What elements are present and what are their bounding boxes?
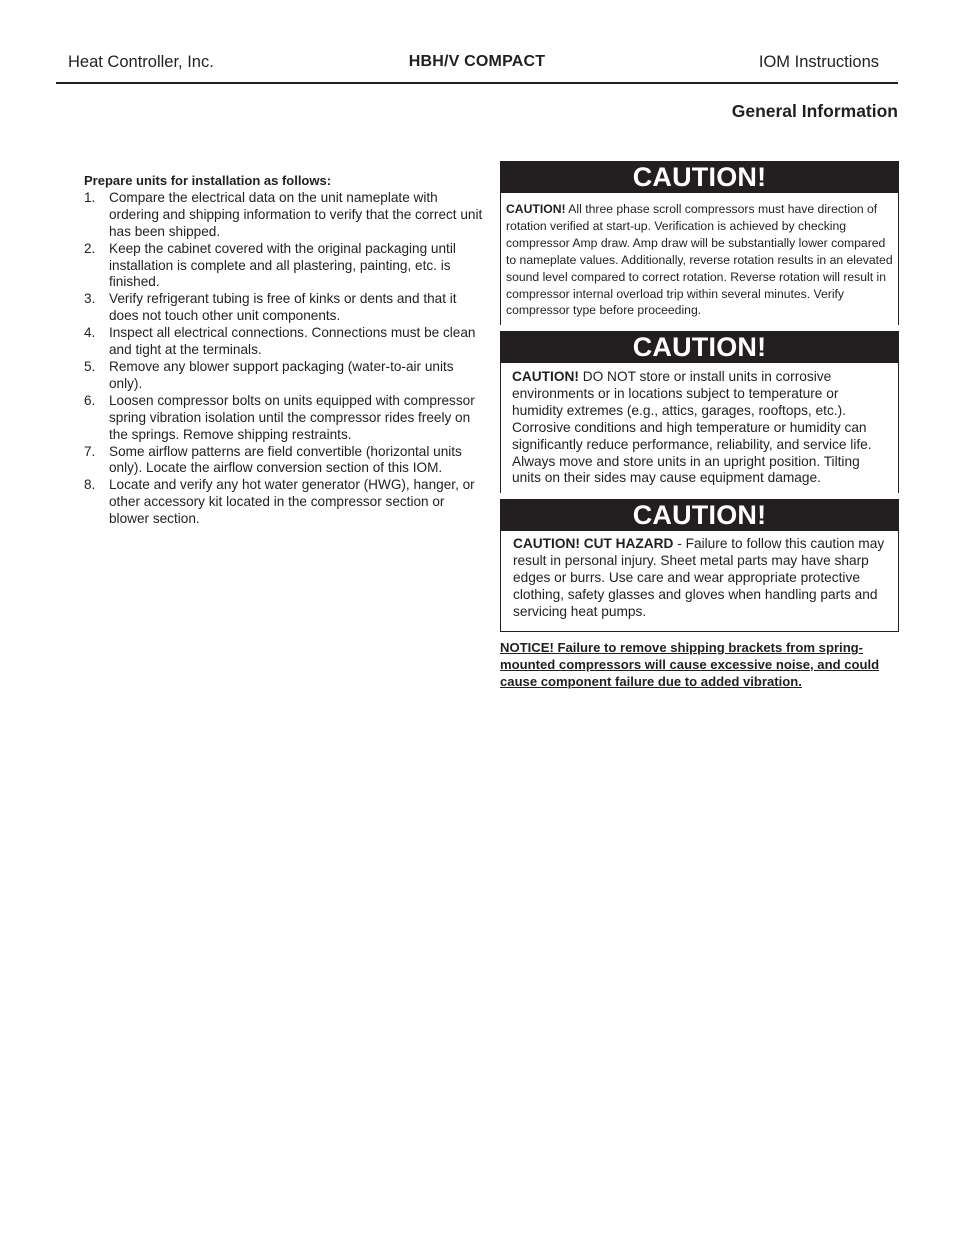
- caution-box-storage: [500, 331, 899, 493]
- item-text: Locate and verify any hot water generator (HWG), hanger, or other accessory kit located in the compressor section or blower section.: [109, 477, 475, 527]
- caution-box-cut-hazard: [500, 499, 899, 632]
- caution-lead: CAUTION!: [512, 369, 579, 384]
- caution-lead: CAUTION!: [506, 202, 566, 216]
- preparation-instructions: [84, 173, 484, 528]
- list-item: [84, 291, 484, 325]
- item-text: Compare the electrical data on the unit nameplate with ordering and shipping information to verify that the correct unit has been shipped.: [109, 189, 483, 239]
- caution-body: [501, 193, 898, 325]
- caution-body: [501, 531, 898, 631]
- caution-text: - Failure to follow this caution may result in personal injury. Sheet metal parts may have sharp edges or burrs. Use care and wear appropriate protective clothing, safety glasses and gloves when handling parts and servicing heat pumps.: [513, 536, 885, 619]
- item-text: Keep the cabinet covered with the original packaging until installation is complete and all plastering, painting, etc. is finished.: [109, 240, 456, 290]
- item-number: 1.: [84, 189, 96, 205]
- caution-lead: CAUTION! CUT HAZARD: [513, 536, 674, 551]
- item-text: Some airflow patterns are field convertible (horizontal units only). Locate the airflow conversion section of this IOM.: [109, 443, 462, 476]
- list-item: [84, 241, 484, 292]
- item-number: 5.: [84, 358, 96, 374]
- preparation-list: [84, 190, 484, 528]
- item-text: Inspect all electrical connections. Connections must be clean and tight at the terminals.: [109, 325, 476, 358]
- item-number: 8.: [84, 477, 96, 493]
- page-header: [56, 50, 898, 84]
- company-name: Heat Controller, Inc.: [68, 53, 214, 71]
- caution-text: DO NOT store or install units in corrosive environments or in locations subject to temperature or humidity extremes (e.g., attics, garages, rooftops, etc.). Corrosive conditions and high temperature or humidity can significantly reduce performance, reliability, and service life. Always move and store units in an upright position. Tilting units on their sides may cause equipment damage.: [512, 369, 872, 486]
- item-text: Remove any blower support packaging (water-to-air units only).: [109, 358, 454, 391]
- caution-text: All three phase scroll compressors must have direction of rotation verified at start-up. Verification is achieved by checking compressor Amp draw. Amp draw will be substantially lower compared to nameplate values. Additionally, reverse rotation results in an elevated sound level compared to correct rotation. Reverse rotation will result in compressor internal overload trip within several minutes. Verify compressor type before proceeding.: [506, 202, 893, 318]
- product-name: HBH/V COMPACT: [408, 53, 546, 70]
- item-text: Verify refrigerant tubing is free of kinks or dents and that it does not touch other unit components.: [109, 291, 457, 324]
- list-item: [84, 444, 484, 478]
- list-item: [84, 325, 484, 359]
- list-item: [84, 477, 484, 528]
- preparation-heading: Prepare units for installation as follows:: [84, 173, 332, 188]
- caution-title: CAUTION!: [501, 332, 898, 363]
- document-type: IOM Instructions: [758, 53, 879, 71]
- list-item: [84, 393, 484, 444]
- shipping-bracket-notice: NOTICE! Failure to remove shipping brackets from spring-mounted compressors will cause excessive noise, and could cause component failure due to added vibration.: [500, 640, 880, 689]
- item-number: 7.: [84, 443, 96, 459]
- item-number: 6.: [84, 392, 96, 408]
- list-item: [84, 359, 484, 393]
- item-number: 3.: [84, 291, 96, 307]
- caution-title: CAUTION!: [501, 162, 898, 193]
- item-number: 4.: [84, 325, 96, 341]
- section-title: General Information: [731, 101, 898, 121]
- caution-body: [501, 363, 898, 493]
- item-text: Loosen compressor bolts on units equipped with compressor spring vibration isolation until the compressor rides freely on the springs. Remove shipping restraints.: [109, 392, 475, 442]
- item-number: 2.: [84, 240, 96, 256]
- caution-title: CAUTION!: [501, 500, 898, 531]
- list-item: [84, 190, 484, 241]
- caution-box-rotation: [500, 161, 899, 325]
